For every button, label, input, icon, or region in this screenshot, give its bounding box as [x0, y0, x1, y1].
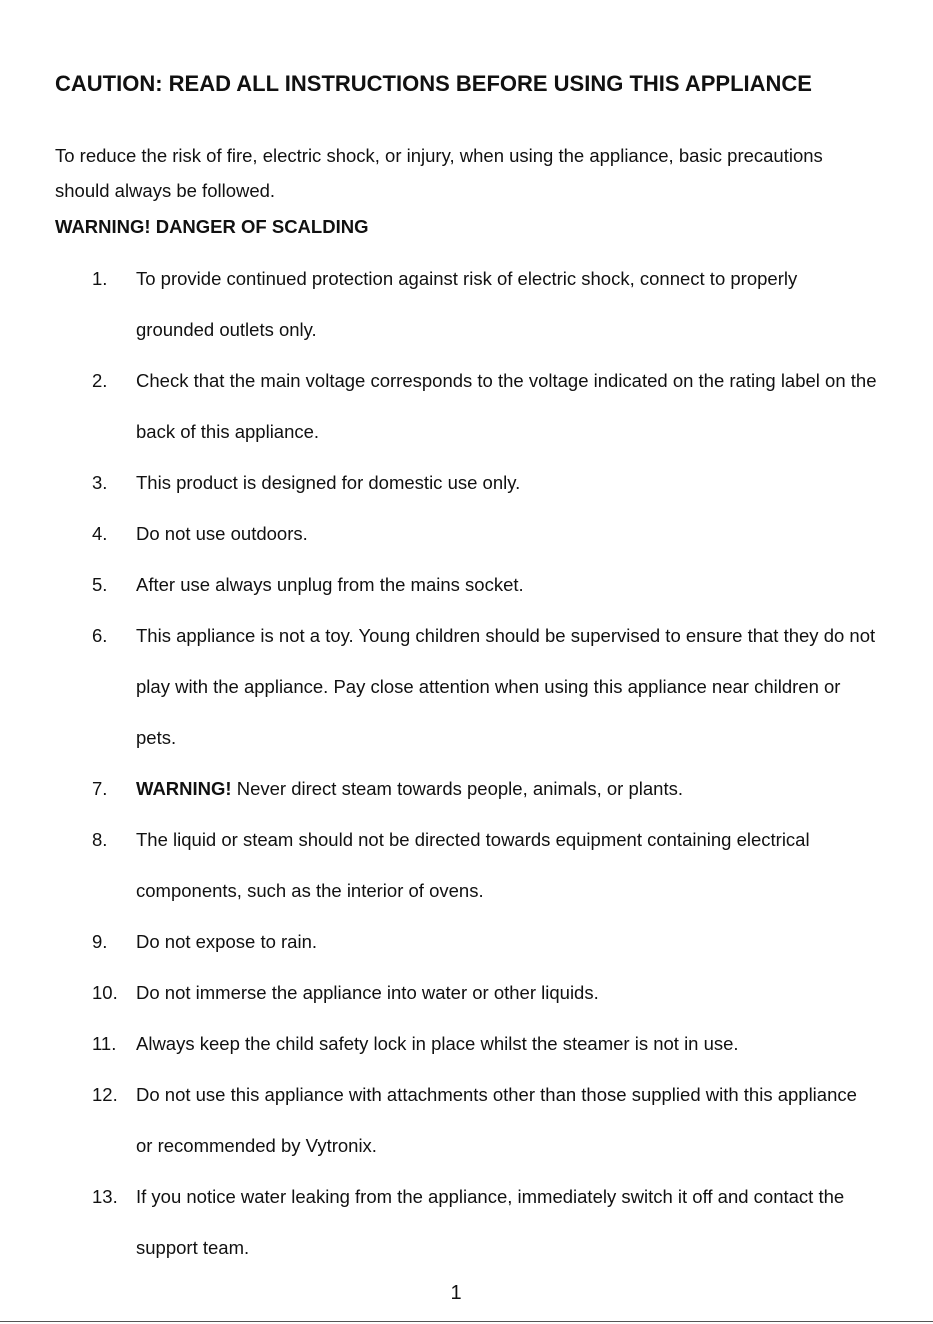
- page-number: 1: [450, 1282, 462, 1304]
- item-text: Always keep the child safety lock in place whilst the steamer is not in use.: [136, 1033, 739, 1054]
- item-number: 12.: [92, 1084, 118, 1105]
- list-item: [0, 610, 933, 763]
- list-item: [0, 457, 933, 508]
- item-number: 8.: [92, 829, 108, 850]
- list-item: [0, 763, 933, 814]
- list-item: [0, 916, 933, 967]
- item-number: 11.: [92, 1033, 117, 1054]
- item-number: 1.: [92, 268, 108, 289]
- list-item: [0, 967, 933, 1018]
- item-number: 5.: [92, 574, 108, 595]
- item-number: 3.: [92, 472, 108, 493]
- item-text: This appliance is not a toy. Young children should be supervised to ensure that they do not play with the appliance. Pay close attention when using this appliance near children or pets.: [136, 625, 876, 748]
- list-item: [0, 253, 933, 355]
- item-text: If you notice water leaking from the appliance, immediately switch it off and contact the support team.: [136, 1186, 845, 1258]
- item-text: Do not use outdoors.: [136, 523, 308, 544]
- warning-heading: WARNING! DANGER OF SCALDING: [55, 216, 369, 237]
- item-text: Check that the main voltage corresponds to the voltage indicated on the rating label on the back of this appliance.: [136, 370, 877, 442]
- list-item: [0, 1069, 933, 1171]
- item-text: The liquid or steam should not be directed towards equipment containing electrical components, such as the interior of ovens.: [136, 829, 810, 901]
- warning-label: WARNING!: [136, 778, 232, 799]
- item-text: Do not immerse the appliance into water or other liquids.: [136, 982, 599, 1003]
- intro-paragraph: To reduce the risk of fire, electric shock, or injury, when using the appliance, basic precautions should always be followed.: [55, 145, 823, 201]
- item-number: 9.: [92, 931, 108, 952]
- list-item: [0, 508, 933, 559]
- item-text: Do not use this appliance with attachments other than those supplied with this appliance or recommended by Vytronix.: [136, 1084, 857, 1156]
- item-number: 13.: [92, 1186, 118, 1207]
- item-text: To provide continued protection against risk of electric shock, connect to properly grounded outlets only.: [136, 268, 798, 340]
- item-number: 6.: [92, 625, 108, 646]
- item-text: Never direct steam towards people, animals, or plants.: [231, 778, 683, 799]
- list-item: [0, 559, 933, 610]
- item-number: 7.: [92, 778, 108, 799]
- list-item: [0, 814, 933, 916]
- item-number: 4.: [92, 523, 108, 544]
- item-text: Do not expose to rain.: [136, 931, 317, 952]
- item-text: After use always unplug from the mains socket.: [136, 574, 524, 595]
- list-item: [0, 1171, 933, 1273]
- list-item: [0, 1018, 933, 1069]
- item-number: 10.: [92, 982, 118, 1003]
- footer-divider: [0, 1321, 933, 1322]
- list-item: [0, 355, 933, 457]
- item-text: This product is designed for domestic use only.: [136, 472, 521, 493]
- instruction-list: [0, 253, 933, 1273]
- item-number: 2.: [92, 370, 108, 391]
- page-title: CAUTION: READ ALL INSTRUCTIONS BEFORE USING THIS APPLIANCE: [55, 71, 812, 96]
